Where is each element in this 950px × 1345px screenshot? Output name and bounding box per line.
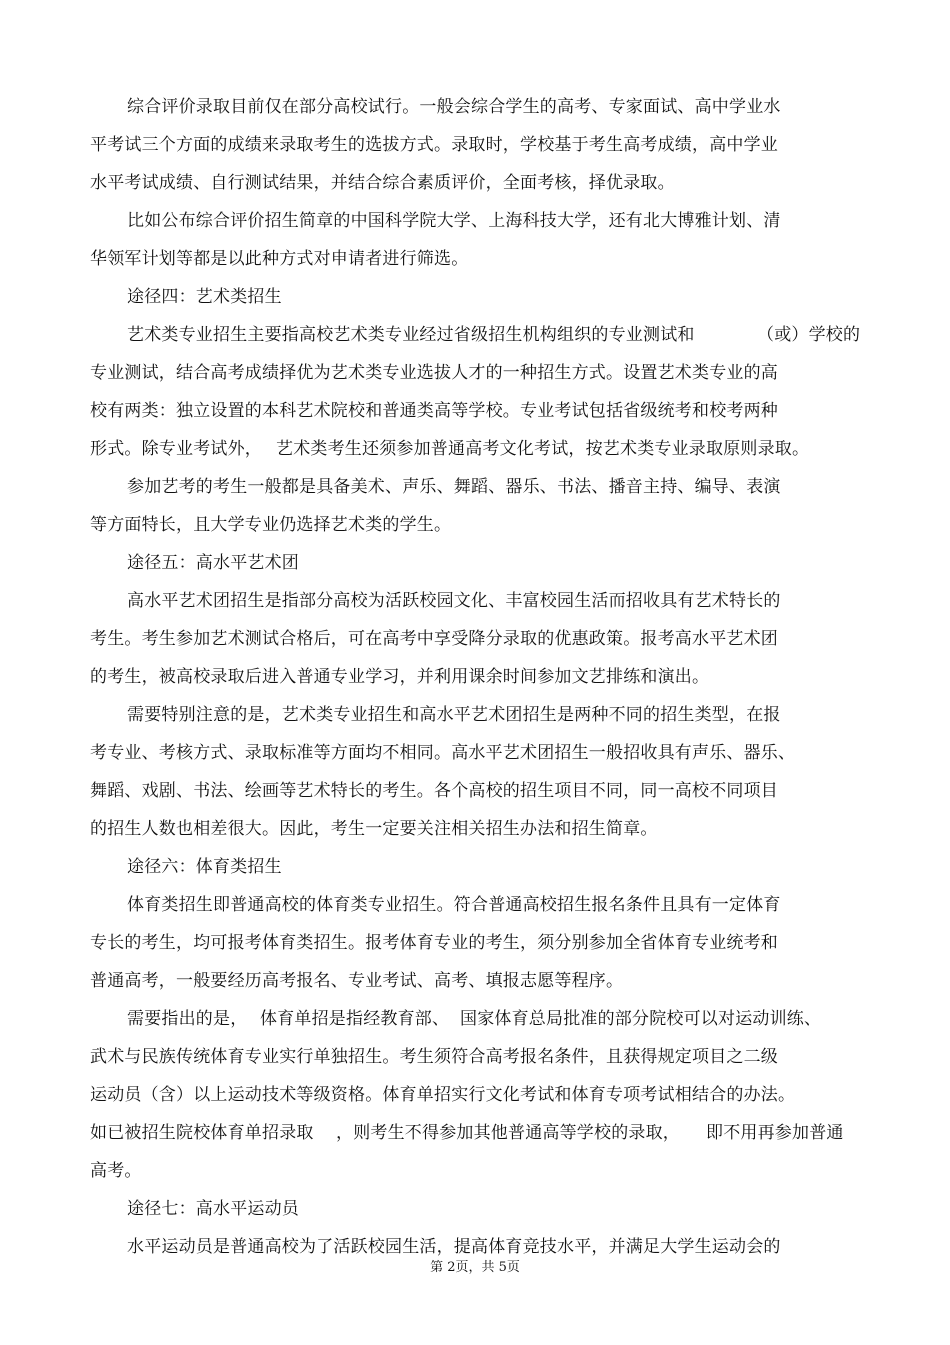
paragraph-line: 等方面特长，且大学专业仍选择艺术类的学生。 bbox=[90, 515, 452, 535]
paragraph-line: 武术与民族传统体育专业实行单独招生。考生须符合高考报名条件，且获得规定项目之二级 bbox=[90, 1047, 778, 1067]
paragraph-line: 舞蹈、戏剧、书法、绘画等艺术特长的考生。各个高校的招生项目不同，同一高校不同项目 bbox=[90, 781, 778, 801]
section-heading: 途径七：高水平运动员 bbox=[127, 1199, 299, 1219]
paragraph-line: 比如公布综合评价招生简章的中国科学院大学、上海科技大学，还有北大博雅计划、清 bbox=[127, 211, 781, 231]
paragraph-line: 需要指出的是， bbox=[127, 1009, 248, 1029]
paragraph-line: 如已被招生院校体育单招录取 bbox=[90, 1123, 314, 1143]
paragraph-line: ，则考生不得参加其他普通高等学校的录取， bbox=[336, 1123, 680, 1143]
paragraph-line: 专业测试，结合高考成绩择优为艺术类专业选拔人才的一种招生方式。设置艺术类专业的高 bbox=[90, 363, 778, 383]
section-heading: 途径四：艺术类招生 bbox=[127, 287, 282, 307]
page-footer: 第 2页，共 5页 bbox=[430, 1260, 520, 1275]
paragraph-line: 形式。除专业考试外， bbox=[90, 439, 262, 459]
paragraph-line: 高考。 bbox=[90, 1161, 142, 1181]
paragraph-line: 的考生，被高校录取后进入普通专业学习，并利用课余时间参加文艺排练和演出。 bbox=[90, 667, 710, 687]
paragraph-line: 普通高考，一般要经历高考报名、专业考试、高考、填报志愿等程序。 bbox=[90, 971, 624, 991]
paragraph-line: 水平运动员是普通高校为了活跃校园生活，提高体育竞技水平，并满足大学生运动会的 bbox=[127, 1237, 781, 1257]
paragraph-line: 参加艺考的考生一般都是具备美术、声乐、舞蹈、器乐、书法、播音主持、编导、表演 bbox=[127, 477, 781, 497]
paragraph-line: 艺术类考生还须参加普通高考文化考试，按艺术类专业录取原则录取。 bbox=[276, 439, 810, 459]
paragraph-line: 考生。考生参加艺术测试合格后，可在高考中享受降分录取的优惠政策。报考高水平艺术团 bbox=[90, 629, 778, 649]
paragraph-line: （或）学校的 bbox=[757, 325, 861, 345]
paragraph-line: 艺术类专业招生主要指高校艺术类专业经过省级招生机构组织的专业测试和 bbox=[127, 325, 695, 345]
paragraph-line: 考专业、考核方式、录取标准等方面均不相同。高水平艺术团招生一般招收具有声乐、器乐、 bbox=[90, 743, 796, 763]
paragraph-line: 运动员（含）以上运动技术等级资格。体育单招实行文化考试和体育专项考试相结合的办法。 bbox=[90, 1085, 796, 1105]
paragraph-line: 水平考试成绩、自行测试结果，并结合综合素质评价，全面考核，择优录取。 bbox=[90, 173, 675, 193]
paragraph-line: 国家体育总局批准的部分院校可以对运动训练、 bbox=[460, 1009, 822, 1029]
paragraph-line: 平考试三个方面的成绩来录取考生的选拔方式。录取时，学校基于考生高考成绩，高中学业 bbox=[90, 135, 778, 155]
paragraph-line: 即不用再参加普通 bbox=[706, 1123, 844, 1143]
paragraph-line: 华领军计划等都是以此种方式对申请者进行筛选。 bbox=[90, 249, 469, 269]
paragraph-line: 需要特别注意的是，艺术类专业招生和高水平艺术团招生是两种不同的招生类型，在报 bbox=[127, 705, 781, 725]
paragraph-line: 的招生人数也相差很大。因此，考生一定要关注相关招生办法和招生简章。 bbox=[90, 819, 658, 839]
paragraph-line: 专长的考生，均可报考体育类招生。报考体育专业的考生，须分别参加全省体育专业统考和 bbox=[90, 933, 778, 953]
paragraph-line: 体育单招是指经教育部、 bbox=[260, 1009, 450, 1029]
section-heading: 途径五：高水平艺术团 bbox=[127, 553, 299, 573]
paragraph-line: 高水平艺术团招生是指部分高校为活跃校园文化、丰富校园生活而招收具有艺术特长的 bbox=[127, 591, 781, 611]
paragraph-line: 综合评价录取目前仅在部分高校试行。一般会综合学生的高考、专家面试、高中学业水 bbox=[127, 97, 781, 117]
paragraph-line: 校有两类：独立设置的本科艺术院校和普通类高等学校。专业考试包括省级统考和校考两种 bbox=[90, 401, 778, 421]
section-heading: 途径六：体育类招生 bbox=[127, 857, 282, 877]
paragraph-line: 体育类招生即普通高校的体育类专业招生。符合普通高校招生报名条件且具有一定体育 bbox=[127, 895, 781, 915]
